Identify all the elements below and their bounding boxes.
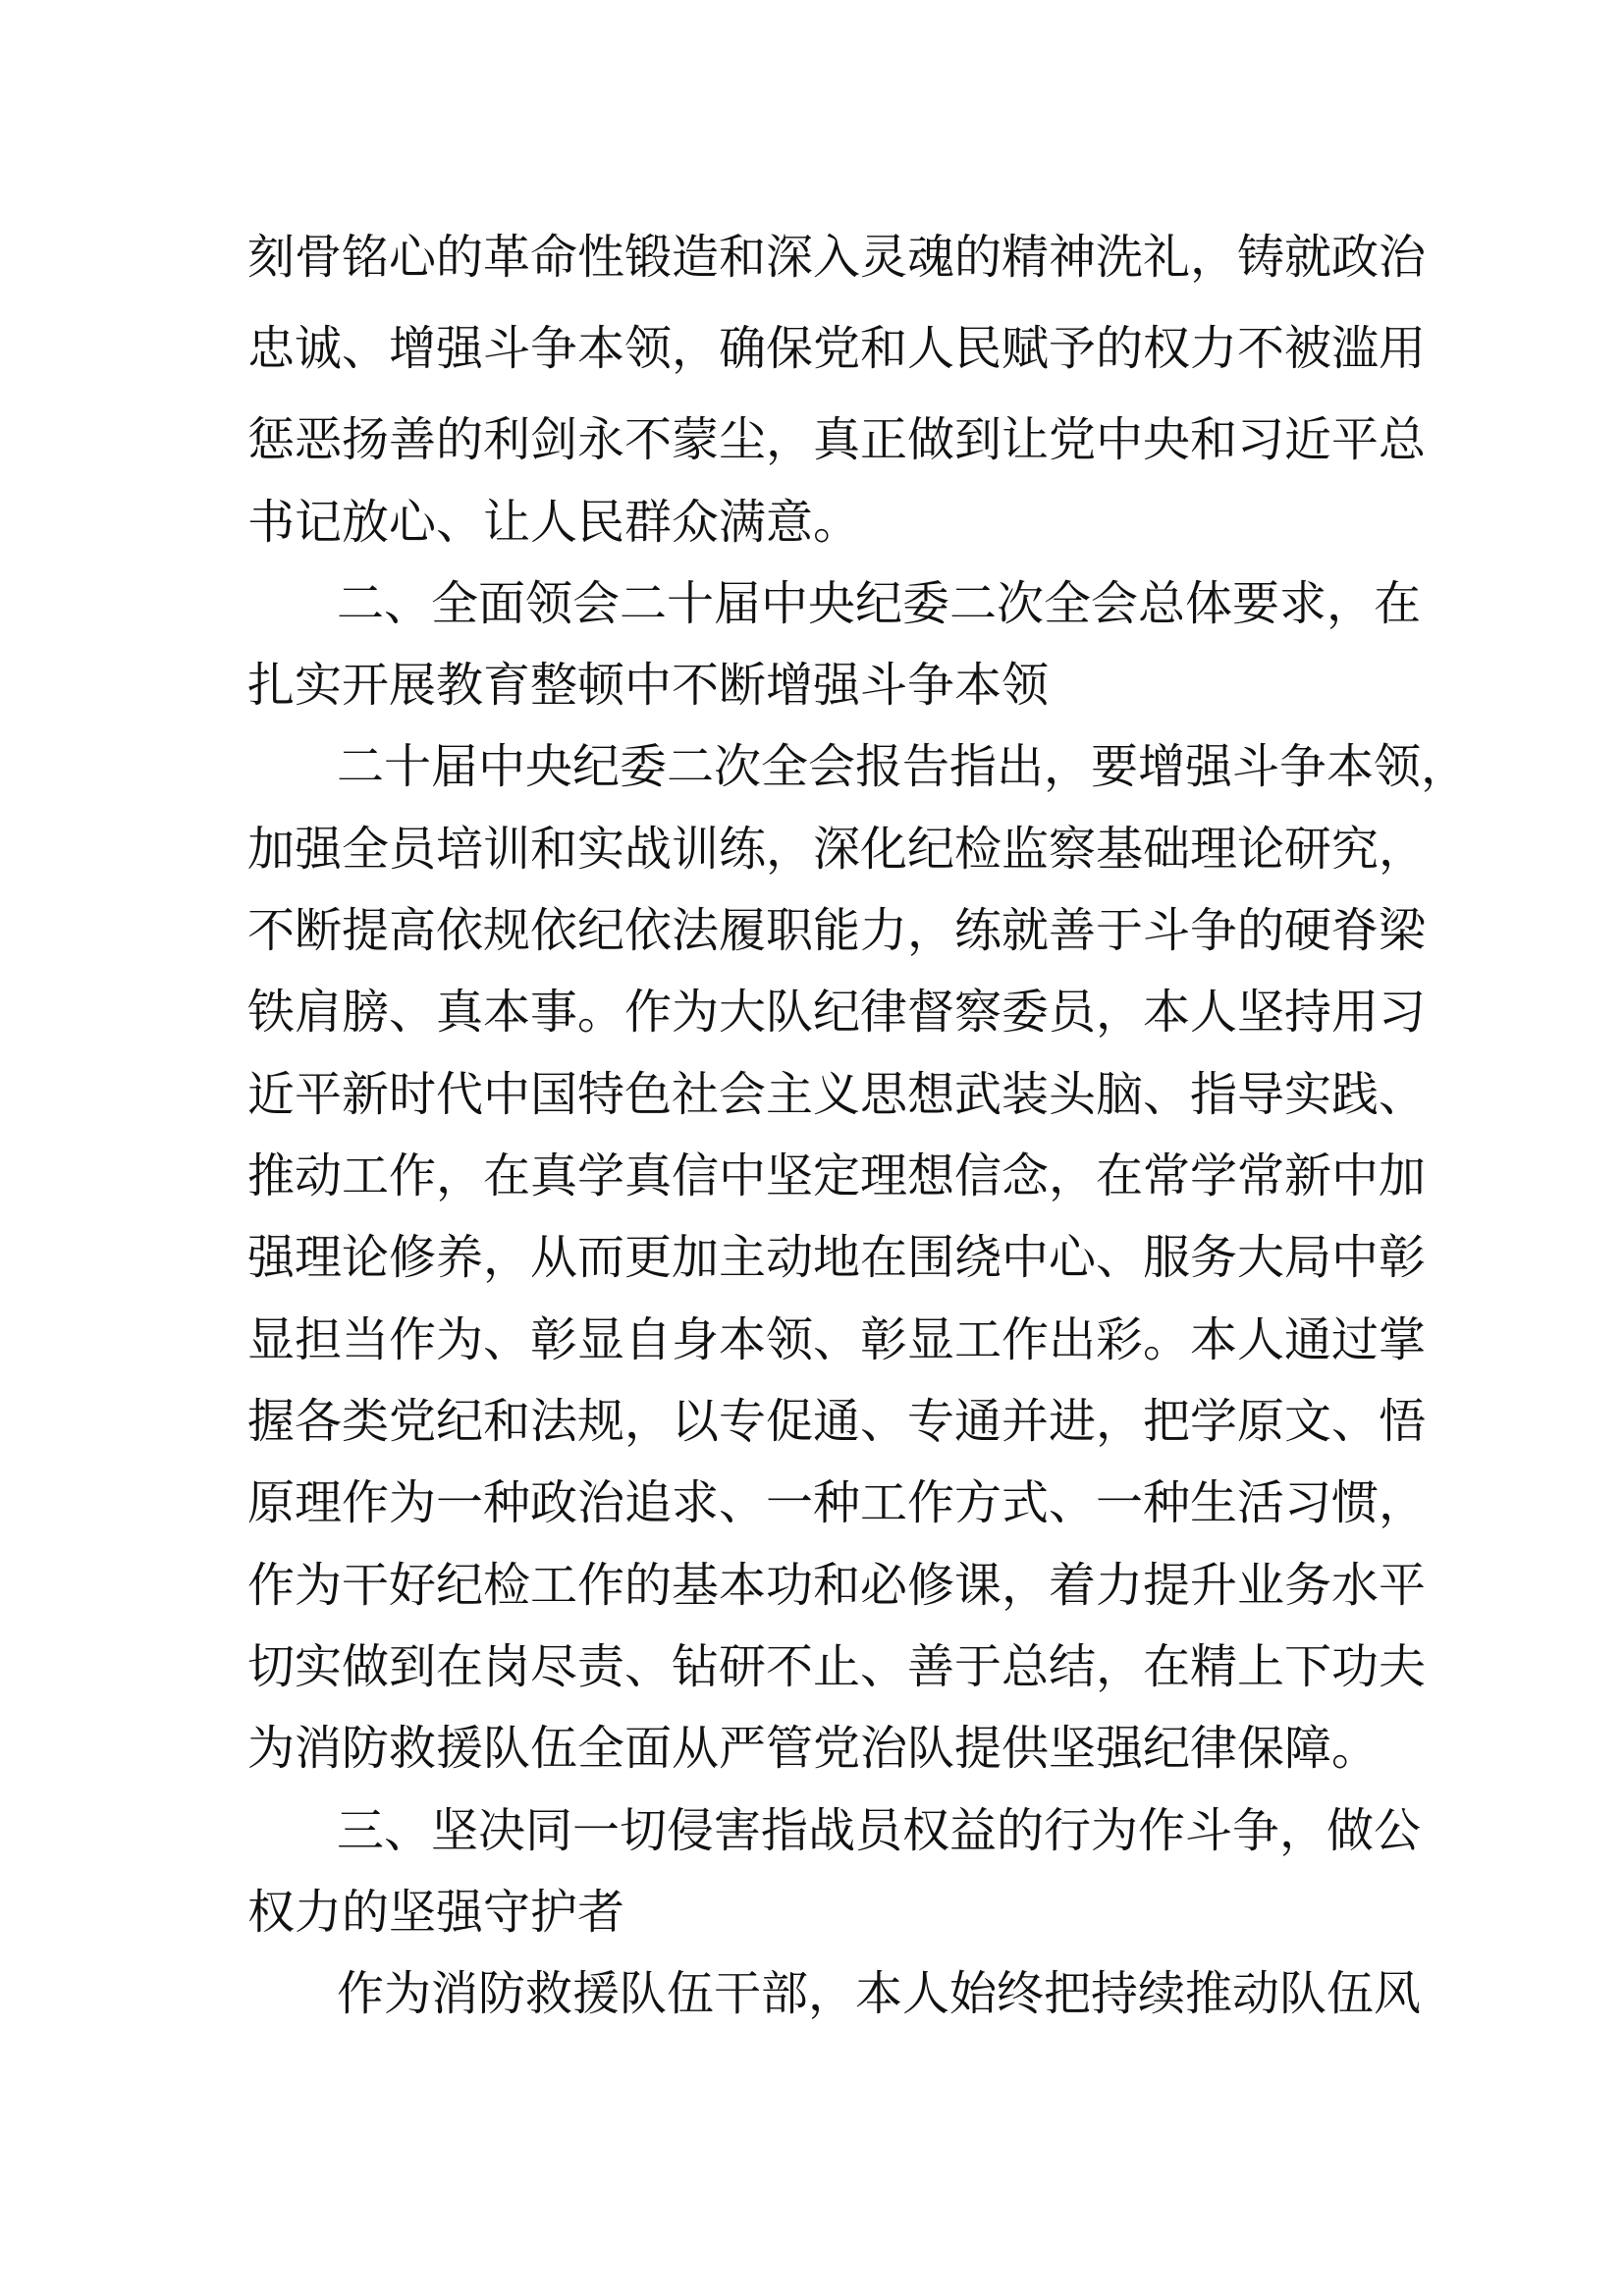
text-line: 作为干好纪检工作的基本功和必修课，着力提升业务水平 <box>247 1558 1427 1613</box>
section-heading-line: 二、全面领会二十届中央纪委二次全会总体要求，在 <box>337 576 1422 631</box>
text-line: 为消防救援队伍全面从严管党治队提供坚强纪律保障。 <box>247 1721 1380 1776</box>
text-line: 加强全员培训和实战训练，深化纪检监察基础理论研究， <box>247 822 1427 877</box>
text-line: 二十届中央纪委二次全会报告指出，要增强斗争本领， <box>337 739 1469 794</box>
text-line: 原理作为一种政治追求、一种工作方式、一种生活习惯， <box>247 1475 1427 1530</box>
section-heading-line: 权力的坚强守护者 <box>247 1885 625 1940</box>
text-line: 握各类党纪和法规，以专促通、专通并进，把学原文、悟 <box>247 1394 1427 1449</box>
text-line: 惩恶扬善的利剑永不蒙尘，真正做到让党中央和习近平总 <box>247 412 1427 467</box>
text-line: 近平新时代中国特色社会主义思想武装头脑、指导实践、 <box>247 1067 1427 1122</box>
text-line: 不断提高依规依纪依法履职能力，练就善于斗争的硬脊梁 <box>247 903 1427 958</box>
text-line: 显担当作为、彰显自身本领、彰显工作出彩。本人通过掌 <box>247 1312 1427 1367</box>
text-line: 切实做到在岗尽责、钻研不止、善于总结，在精上下功夫 <box>247 1639 1427 1694</box>
text-line: 刻骨铭心的革命性锻造和深入灵魂的精神洗礼，铸就政治 <box>247 230 1427 285</box>
text-line: 铁肩膀、真本事。作为大队纪律督察委员，本人坚持用习 <box>247 985 1427 1040</box>
section-heading-line: 扎实开展教育整顿中不断增强斗争本领 <box>247 658 1050 713</box>
text-line: 忠诚、增强斗争本领，确保党和人民赋予的权力不被滥用 <box>247 321 1427 376</box>
text-line: 推动工作，在真学真信中坚定理想信念，在常学常新中加 <box>247 1148 1427 1203</box>
section-heading-line: 三、坚决同一切侵害指战员权益的行为作斗争，做公 <box>337 1803 1422 1858</box>
text-line: 作为消防救援队伍干部，本人始终把持续推动队伍风 <box>337 1966 1422 2021</box>
text-line: 书记放心、让人民群众满意。 <box>247 495 861 550</box>
text-line: 强理论修养，从而更加主动地在围绕中心、服务大局中彰 <box>247 1230 1427 1285</box>
